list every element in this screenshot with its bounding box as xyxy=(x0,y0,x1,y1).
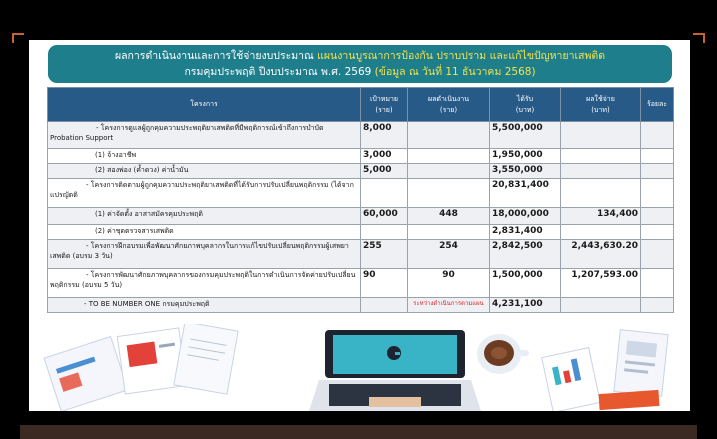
cell-project: (1) ค่าจัดตั้ง อาสาสมัครคุมประพฤติ xyxy=(48,208,361,225)
title-text: กรมคุมประพฤติ ปีงบประมาณ พ.ศ. 2569 xyxy=(184,66,372,78)
cell-spent: 134,400 xyxy=(561,208,641,225)
cell-project: - TO BE NUMBER ONE กรมคุมประพฤติ xyxy=(48,298,361,313)
table-row xyxy=(48,225,674,240)
cell-target xyxy=(361,179,408,208)
cell-percent xyxy=(641,269,674,298)
cell-spent xyxy=(561,122,641,149)
cell-spent xyxy=(561,225,641,240)
cell-received: 1,500,000 xyxy=(490,269,561,298)
table-row xyxy=(48,298,674,313)
table-row xyxy=(48,240,674,269)
document-illustration xyxy=(44,324,238,411)
cell-spent xyxy=(561,298,641,313)
frame-corner xyxy=(693,33,705,43)
cell-received: 2,831,400 xyxy=(490,225,561,240)
slide-title xyxy=(48,45,672,83)
cell-target: 8,000 xyxy=(361,122,408,149)
cell-result: 448 xyxy=(408,208,490,225)
table-row xyxy=(48,179,674,208)
cell-target: 90 xyxy=(361,269,408,298)
table-row xyxy=(48,269,674,298)
table-row xyxy=(48,149,674,164)
cell-target: 60,000 xyxy=(361,208,408,225)
cell-result xyxy=(408,225,490,240)
title-line-2 xyxy=(48,64,672,80)
cell-received: 5,500,000 xyxy=(490,122,561,149)
cell-spent xyxy=(561,149,641,164)
cell-percent xyxy=(641,240,674,269)
header-project: โครงการ xyxy=(48,88,361,122)
cell-spent xyxy=(561,179,641,208)
cell-spent: 1,207,593.00 xyxy=(561,269,641,298)
table-row xyxy=(48,122,674,149)
cell-received: 4,231,100 xyxy=(490,298,561,313)
header-spent: ผลใช้จ่าย (บาท) xyxy=(561,88,641,122)
cell-received: 18,000,000 xyxy=(490,208,561,225)
budget-table xyxy=(47,87,674,313)
cell-spent xyxy=(561,164,641,179)
cell-spent: 2,443,630.20 xyxy=(561,240,641,269)
title-date: (ข้อมูล ณ วันที่ 11 ธันวาคม 2568) xyxy=(374,66,536,78)
cell-percent xyxy=(641,164,674,179)
cell-project: - โครงการติดตามผู้ถูกคุมความประพฤติยาเสพติดที่ได้รับการปรับเปลี่ยนพฤติกรรม (ได้จาก แปรญัตติ xyxy=(48,179,361,208)
header-result: ผลดำเนินงาน (ราย) xyxy=(408,88,490,122)
frame-corner xyxy=(12,33,24,43)
cell-project: - โครงการดูแลผู้ถูกคุมความประพฤติยาเสพติดที่มีพฤติการณ์เข้าถึงการบำบัด Probation Support xyxy=(48,122,361,149)
cell-result xyxy=(408,179,490,208)
cell-received: 20,831,400 xyxy=(490,179,561,208)
cell-percent xyxy=(641,122,674,149)
cell-project: (1) จ้างอาชีพ xyxy=(48,149,361,164)
cell-result xyxy=(408,149,490,164)
cell-percent xyxy=(641,179,674,208)
title-line-1 xyxy=(48,48,672,64)
cell-received: 3,550,000 xyxy=(490,164,561,179)
slide xyxy=(29,40,690,411)
cell-project: (2) ค่าชุดตรวจสารเสพติด xyxy=(48,225,361,240)
desk-illustration xyxy=(29,324,690,411)
cell-target xyxy=(361,298,408,313)
cell-project: - โครงการพัฒนาศักยภาพบุคลากรของกรมคุมประพฤติในการดำเนินการจัดค่ายปรับเปลี่ยนพฤติกรรม (อบรม 5 วัน) xyxy=(48,269,361,298)
cell-result: 254 xyxy=(408,240,490,269)
laptop-illustration xyxy=(309,330,481,411)
cell-percent xyxy=(641,208,674,225)
header-received: ได้รับ (บาท) xyxy=(490,88,561,122)
chart-paper-illustration xyxy=(542,330,668,411)
coffee-cup-illustration xyxy=(477,334,529,374)
bottom-strip xyxy=(20,425,697,439)
table-row xyxy=(48,164,674,179)
cell-result xyxy=(408,164,490,179)
cell-percent xyxy=(641,298,674,313)
cell-percent xyxy=(641,225,674,240)
cell-target: 5,000 xyxy=(361,164,408,179)
cell-target xyxy=(361,225,408,240)
cell-percent xyxy=(641,149,674,164)
title-text: ผลการดำเนินงานและการใช้จ่ายงบประมาณ xyxy=(114,50,314,62)
cell-received: 1,950,000 xyxy=(490,149,561,164)
title-highlight: แผนงานบูรณาการป้องกัน ปราบปราม และแก้ไขปัญหายาเสพติด xyxy=(317,50,606,62)
cell-target: 255 xyxy=(361,240,408,269)
cell-received: 2,842,500 xyxy=(490,240,561,269)
header-percent: ร้อยละ xyxy=(641,88,674,122)
cell-project: (2) สองพ่อง (ค้ำดวง) ค่าน้ำมัน xyxy=(48,164,361,179)
cell-result xyxy=(408,122,490,149)
table-row xyxy=(48,208,674,225)
cell-target: 3,000 xyxy=(361,149,408,164)
cell-project: - โครงการฝึกอบรมเพื่อพัฒนาศักยภาพบุคลากรในการแก้ไขปรับเปลี่ยนพฤติกรรมผู้เสพยาเสพติด (อบรม 3 วัน) xyxy=(48,240,361,269)
header-target: เป้าหมาย (ราย) xyxy=(361,88,408,122)
cell-result: 90 xyxy=(408,269,490,298)
cell-result-note: ระหว่างดำเนินการตามแผน xyxy=(408,298,490,313)
